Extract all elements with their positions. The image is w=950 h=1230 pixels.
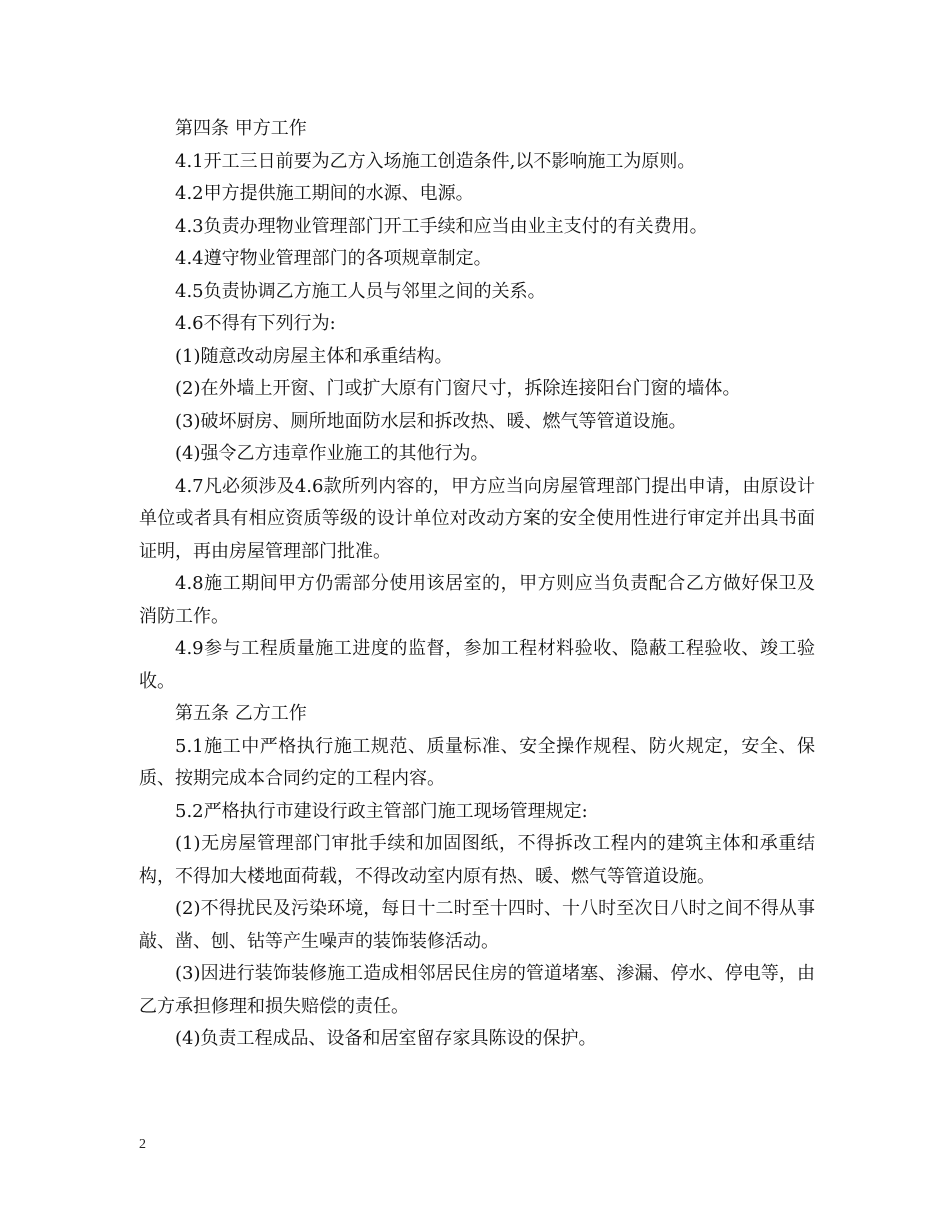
clause-5-1: 5.1施工中严格执行施工规范、质量标准、安全操作规程、防火规定，安全、保质、按期完成本合同约定的工程内容。 — [139, 735, 815, 789]
clause-5-2: 5.2严格执行市建设行政主管部门施工现场管理规定: — [175, 800, 588, 822]
clause-4-9: 4.9参与工程质量施工进度的监督，参加工程材料验收、隐蔽工程验收、竣工验收。 — [139, 638, 815, 692]
clause-4-6-item-3: (3)破坏厨房、厕所地面防水层和拆改热、暖、燃气等管道设施。 — [175, 410, 687, 432]
clause-4-5: 4.5负责协调乙方施工人员与邻里之间的关系。 — [175, 280, 546, 302]
clause-5-2-item-3: (3)因进行装饰装修施工造成相邻居民住房的管道堵塞、渗漏、停水、停电等，由乙方承担修理和损失赔偿的责任。 — [139, 963, 815, 1017]
section-heading-article-5: 第五条 乙方工作 — [175, 703, 307, 724]
clause-4-6-item-4: (4)强令乙方违章作业施工的其他行为。 — [175, 443, 489, 464]
document-body — [139, 113, 815, 1056]
clause-5-2-item-4: (4)负责工程成品、设备和居室留存家具陈设的保护。 — [175, 1028, 597, 1049]
clause-4-7: 4.7凡必须涉及4.6款所列内容的，甲方应当向房屋管理部门提出申请，由原设计单位或者具有相应资质等级的设计单位对改动方案的安全使用性进行审定并出具书面证明，再由房屋管理部门批准。 — [139, 475, 815, 562]
page-number: 2 — [139, 1137, 146, 1152]
clause-4-6: 4.6不得有下列行为: — [175, 313, 336, 334]
clause-4-4: 4.4遵守物业管理部门的各项规章制定。 — [175, 248, 492, 269]
clause-4-6-item-2: (2)在外墙上开窗、门或扩大原有门窗尺寸，拆除连接阳台门窗的墙体。 — [175, 378, 741, 399]
clause-4-2: 4.2甲方提供施工期间的水源、电源。 — [175, 183, 474, 204]
clause-5-2-item-2: (2)不得扰民及污染环境，每日十二时至十四时、十八时至次日八时之间不得从事敲、凿、刨、钻等产生噪声的装饰装修活动。 — [139, 898, 815, 952]
clause-4-8: 4.8施工期间甲方仍需部分使用该居室的，甲方则应当负责配合乙方做好保卫及消防工作。 — [139, 573, 815, 627]
clause-4-6-item-1: (1)随意改动房屋主体和承重结构。 — [175, 345, 453, 367]
section-heading-article-4: 第四条 甲方工作 — [175, 118, 307, 139]
clause-4-1: 4.1开工三日前要为乙方入场施工创造条件,以不影响施工为原则。 — [175, 150, 696, 172]
clause-5-2-item-1: (1)无房屋管理部门审批手续和加固图纸，不得拆改工程内的建筑主体和承重结构，不得加大楼地面荷载，不得改动室内原有热、暖、燃气等管道设施。 — [139, 833, 815, 887]
clause-4-3: 4.3负责办理物业管理部门开工手续和应当由业主支付的有关费用。 — [175, 215, 708, 237]
